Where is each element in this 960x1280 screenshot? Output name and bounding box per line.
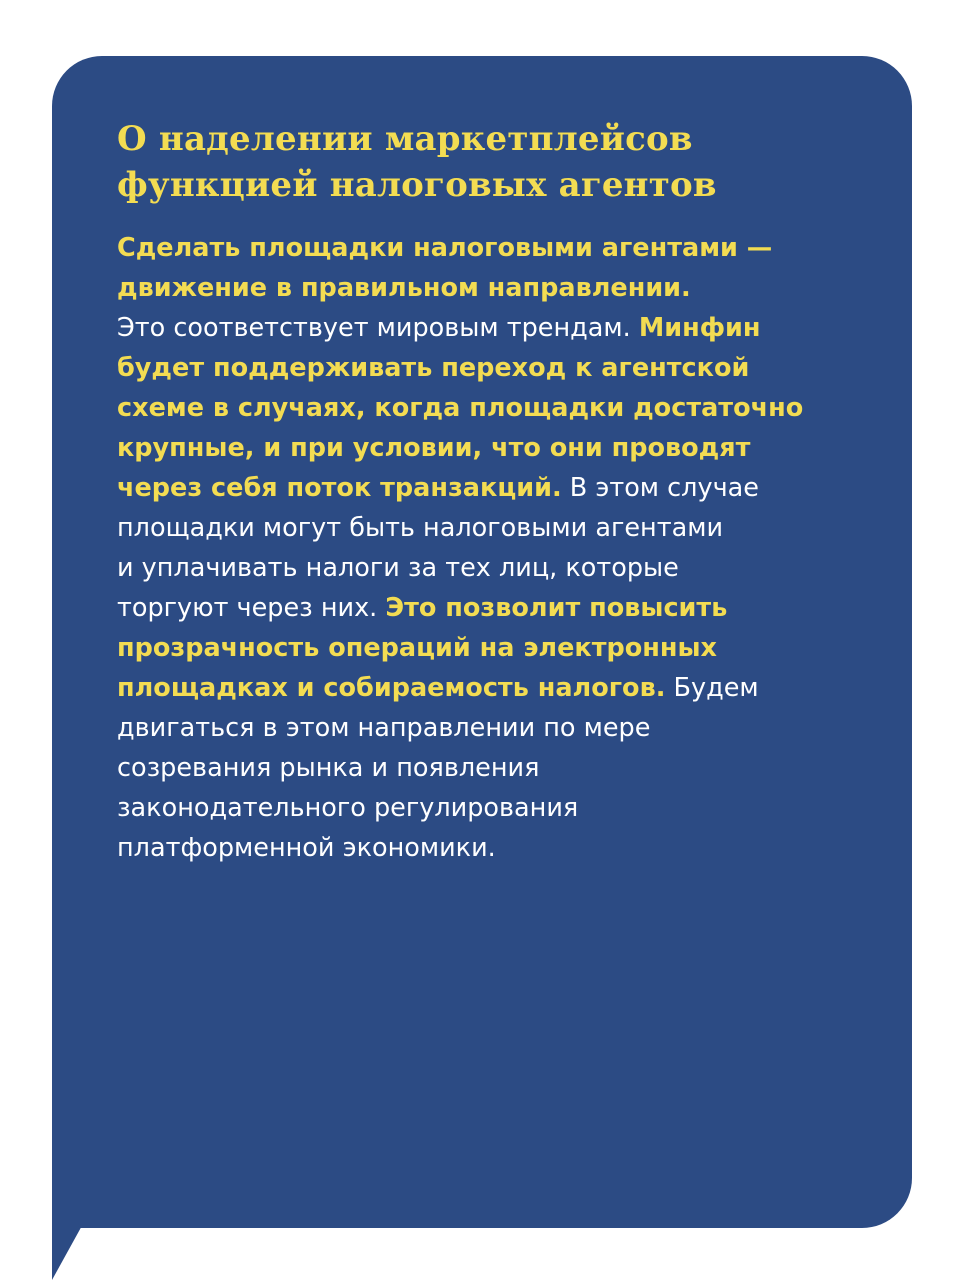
quote-card (52, 56, 912, 1228)
title-line-2: функцией налоговых агентов (117, 165, 717, 205)
card-title (117, 116, 857, 208)
body-text-2: В этом случае площадки могут быть налоговыми агентами и уплачивать налоги за тех лиц, которые торгуют через них. (117, 473, 759, 623)
body-text-1: Это соответствует мировым трендам. (117, 313, 631, 343)
body-text-3: Будем двигаться в этом направлении по мере созревания рынка и появления законодательного регулирования платформенной экономики. (117, 673, 759, 863)
highlight-text-3: Это позволит повысить прозрачность операций на электронных площадках и собираемость налогов. (117, 593, 728, 703)
highlight-text-1: Сделать площадки налоговыми агентами — движение в правильном направлении. (117, 233, 773, 303)
card-body-text (117, 228, 837, 868)
highlight-text-2: Минфин будет поддерживать переход к агентской схеме в случаях, когда площадки достаточно крупные, и при условии, что они проводят через себя поток транзакций. (117, 313, 804, 503)
speech-bubble-tail (52, 1222, 84, 1280)
title-line-1: О наделении маркетплейсов (117, 119, 693, 159)
